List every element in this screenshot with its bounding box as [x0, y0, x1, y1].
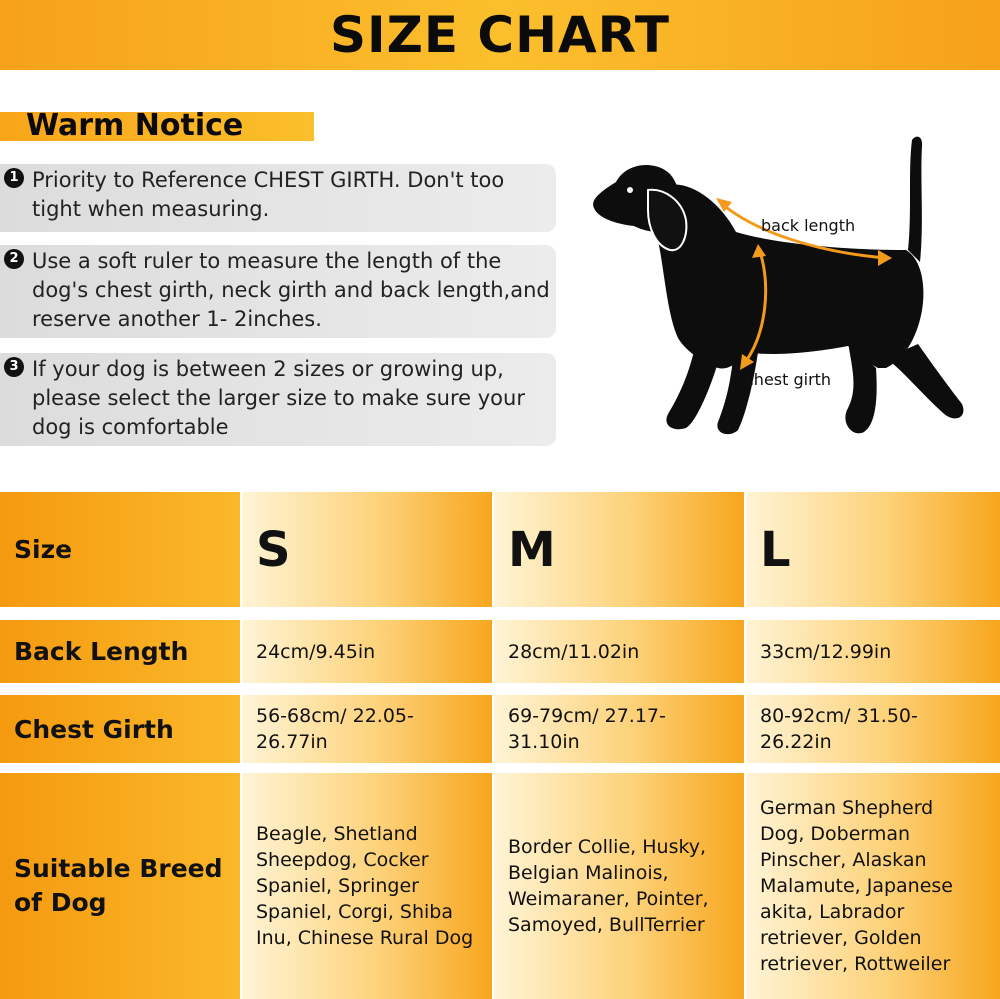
number-badge-1: 1	[4, 168, 24, 188]
row-label-breed	[0, 773, 240, 999]
notice-item-3	[0, 353, 556, 446]
chest-girth-s	[242, 695, 492, 763]
breeds-l-text: German Shepherd Dog, Doberman Pinscher, Alaskan Malamute, Japanese akita, Labrador retriever, Golden retriever, Rottweiler	[760, 797, 953, 975]
notice-item-1	[0, 164, 556, 232]
size-l: L	[746, 492, 1000, 607]
page-title: SIZE CHART	[329, 6, 671, 64]
notice-heading-bar	[0, 108, 314, 143]
chest-girth-l	[746, 695, 1000, 763]
chest-girth-m-text: 69-79cm/ 27.17-31.10in	[508, 705, 666, 753]
chest-girth-label: chest girth	[745, 370, 832, 389]
number-badge-3: 3	[4, 357, 24, 377]
breeds-l	[746, 773, 1000, 999]
notice-item-2	[0, 245, 556, 338]
notice-text-1: Priority to Reference CHEST GIRTH. Don't too tight when measuring.	[32, 168, 505, 221]
back-length-label: back length	[761, 216, 856, 235]
number-badge-2: 2	[4, 249, 24, 269]
back-length-s: 24cm/9.45in	[242, 620, 492, 683]
chest-girth-s-text: 56-68cm/ 22.05-26.77in	[256, 705, 414, 753]
dog-silhouette-icon	[593, 137, 963, 435]
row-label-breed-text: Suitable Breed of Dog	[14, 854, 223, 917]
dog-silhouette-diagram	[586, 132, 990, 444]
size-m: M	[494, 492, 744, 607]
notice-text-3: If your dog is between 2 sizes or growing up, please select the larger size to make sure your dog is comfortable	[32, 357, 525, 439]
dog-eye-icon	[627, 187, 633, 193]
notice-heading: Warm Notice	[26, 108, 244, 143]
breeds-m-text: Border Collie, Husky, Belgian Malinois, Weimaraner, Pointer, Samoyed, BullTerrier	[508, 836, 709, 936]
breeds-s	[242, 773, 492, 999]
notice-text-2: Use a soft ruler to measure the length of the dog's chest girth, neck girth and back length,and reserve another 1- 2inches.	[32, 249, 550, 331]
row-label-chest-girth: Chest Girth	[0, 695, 240, 763]
title-banner	[0, 0, 1000, 70]
chest-girth-l-text: 80-92cm/ 31.50-26.22in	[760, 705, 918, 753]
breeds-s-text: Beagle, Shetland Sheepdog, Cocker Spaniel, Springer Spaniel, Corgi, Shiba Inu, Chinese Rural Dog	[256, 823, 474, 949]
back-length-l: 33cm/12.99in	[746, 620, 1000, 683]
size-s: S	[242, 492, 492, 607]
chest-girth-m	[494, 695, 744, 763]
back-length-m: 28cm/11.02in	[494, 620, 744, 683]
breeds-m	[494, 773, 744, 999]
row-label-size: Size	[0, 492, 240, 607]
row-label-back-length: Back Length	[0, 620, 240, 683]
